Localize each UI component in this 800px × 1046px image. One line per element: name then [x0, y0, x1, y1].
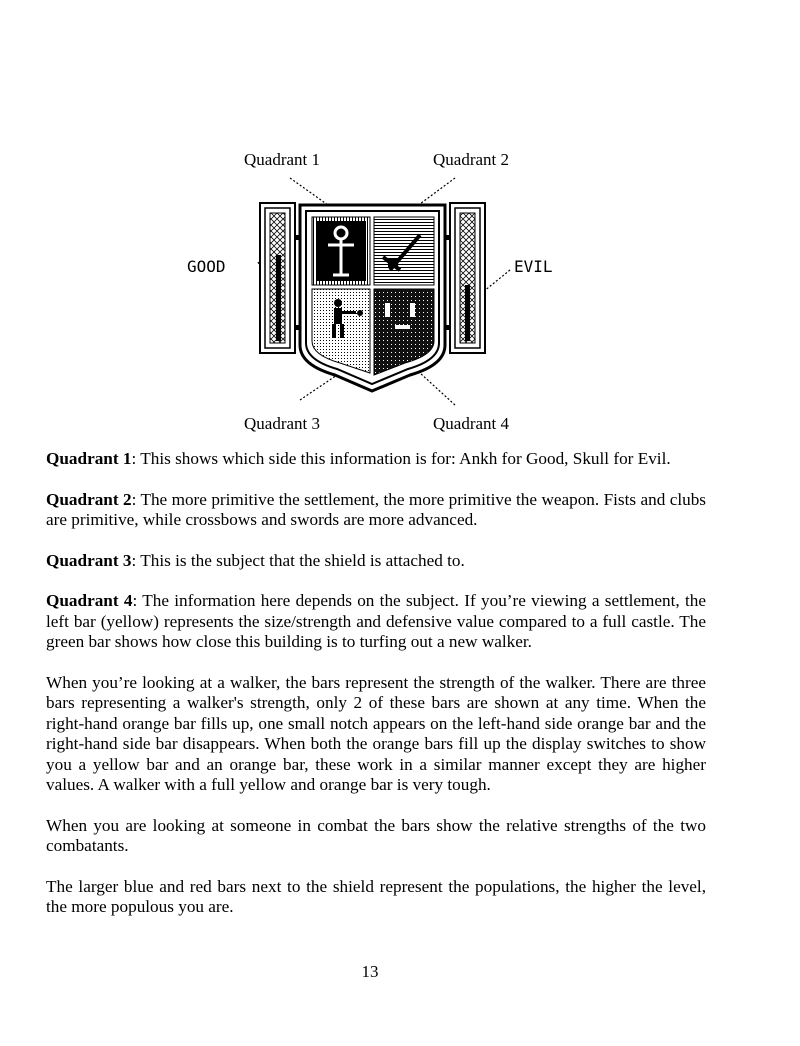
- good-population-bar: [260, 203, 295, 353]
- quadrant-2-label: Quadrant 2: [433, 150, 510, 169]
- shield-diagram: [0, 0, 800, 440]
- paragraph-population: The larger blue and red bars next to the shield represent the populations, the higher the level, the more populous you are.: [46, 876, 706, 916]
- paragraph-quadrant-4: Quadrant 4: The information here depends on the subject. If you’re viewing a settlement, the left bar (yellow) represents the size/strength and defensive value compared to a full castle. The green bar shows how close this building is to turfing out a new walker.: [46, 591, 706, 651]
- quadrant-1-label: Quadrant 1: [244, 150, 321, 169]
- evil-population-bar: [450, 203, 485, 353]
- good-label: GOOD: [187, 257, 226, 276]
- body-text: [46, 449, 706, 938]
- paragraph-combat: When you are looking at someone in combat the bars show the relative strengths of the two combatants.: [46, 815, 706, 855]
- shield-icon: [250, 195, 495, 395]
- quadrant-4-label: Quadrant 4: [433, 414, 510, 433]
- paragraph-quadrant-1: Quadrant 1: This shows which side this information is for: Ankh for Good, Skull for Evil.: [46, 449, 671, 468]
- evil-label: EVIL: [514, 257, 553, 276]
- paragraph-walker: When you’re looking at a walker, the bars represent the strength of the walker. There are three bars representing a walker's strength, only 2 of these bars are shown at any time. When the right-hand orange bar fills up, one small notch appears on the left-hand side orange bar and the right-hand side bar disappears. When both the orange bars fill up the display switches to show you a yellow bar and an orange bar, these work in a similar manner except they are higher values. A walker with a full yellow and orange bar is very tough.: [46, 672, 706, 794]
- paragraph-quadrant-3: Quadrant 3: This is the subject that the shield is attached to.: [46, 550, 465, 570]
- quadrant-3-label: Quadrant 3: [244, 414, 321, 433]
- page-number: 13: [361, 962, 379, 981]
- paragraph-quadrant-2: Quadrant 2: The more primitive the settlement, the more primitive the weapon. Fists and clubs are primitive, while crossbows and swords are more advanced.: [46, 489, 706, 529]
